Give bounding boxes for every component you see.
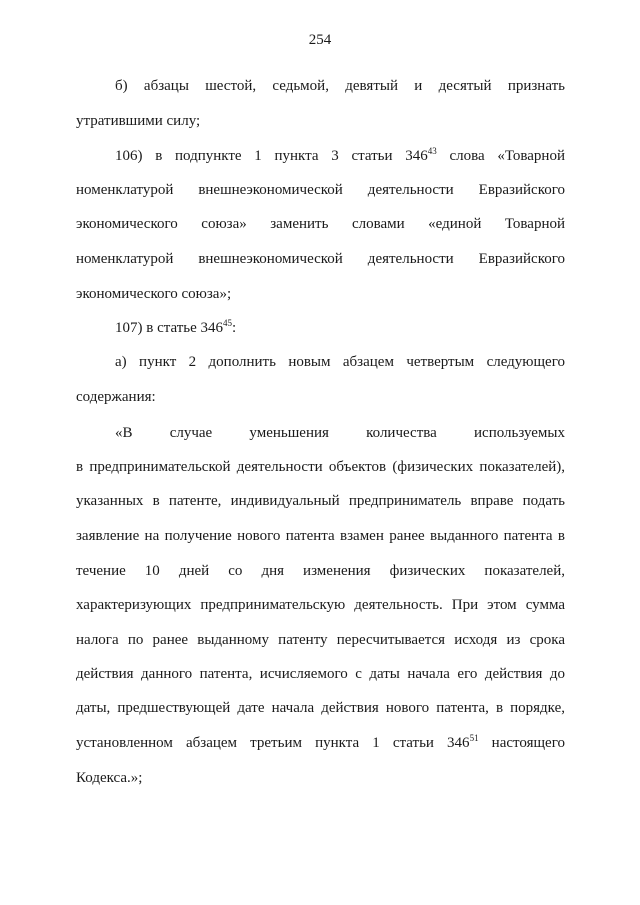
text-line: экономического союза»; [76,286,232,302]
text-line: содержания: [76,389,156,405]
text-line: налога по ранее выданному патенту пересчитывается исходя из срока [76,632,565,648]
footnote-superscript: 51 [469,733,479,743]
text-line: заявление на получение нового патента взамен ранее выданного патента в [76,528,565,544]
text-line: номенклатурой внешнеэкономической деятельности Евразийского [76,251,565,267]
text-line: даты, предшествующей дате начала действия нового патента, в порядке, [76,700,565,716]
text-line: течение 10 дней со дня изменения физических показателей, [76,563,565,579]
text-line: экономического союза» заменить словами «единой Товарной [76,216,565,232]
line-text: слова «Товарной [436,148,565,164]
page-number: 254 [308,32,332,48]
text-line: а) пункт 2 дополнить новым абзацем четвертым следующего [115,354,565,370]
line-text: : [232,320,237,336]
footnote-superscript: 45 [223,318,233,328]
text-line: Кодекса.»; [76,770,143,786]
text-line: характеризующих предпринимательскую деятельность. При этом сумма [76,597,565,613]
line-text: настоящего [478,735,565,751]
text-line: действия данного патента, исчисляемого с даты начала его действия до [76,666,565,682]
text-line-with-footnote [115,147,565,165]
text-line: в предпринимательской деятельности объектов (физических показателей), [76,459,565,475]
line-text: установленном абзацем третьим пункта 1 статьи 346 [76,735,470,751]
text-line-with-footnote [76,734,565,752]
footnote-superscript: 43 [427,146,437,156]
text-line: утратившими силу; [76,113,201,129]
text-line: указанных в патенте, индивидуальный предприниматель вправе подать [76,493,565,509]
text-line-with-footnote [115,319,565,337]
text-line: номенклатурой внешнеэкономической деятельности Евразийского [76,182,565,198]
line-text: 107) в статье 346 [115,320,224,336]
line-text: 106) в подпункте 1 пункта 3 статьи 346 [115,148,428,164]
text-line: «В случае уменьшения количества используемых [115,425,565,441]
text-line: б) абзацы шестой, седьмой, девятый и десятый признать [115,78,565,94]
